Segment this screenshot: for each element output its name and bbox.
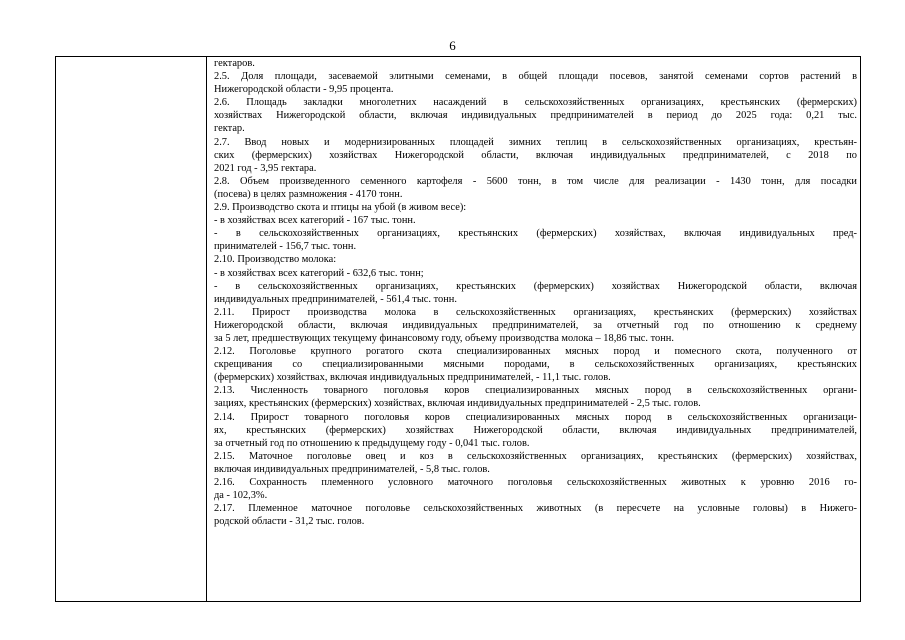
text-line: за отчетный год по отношению к предыдущему году - 0,041 тыс. голов. bbox=[214, 437, 530, 449]
text-line: 2.8. Объем произведенного семенного картофеля - 5600 тонн, в том числе для реализации - 1430 тонн, для посадки bbox=[214, 175, 857, 187]
text-line: 2.10. Производство молока: bbox=[214, 254, 337, 266]
text-line: индивидуальных предпринимателей, - 561,4 тыс. тонн. bbox=[214, 293, 457, 305]
text-line: 2.17. Племенное маточное поголовье сельскохозяйственных животных (в пересчете на условные головы) в Нижего- bbox=[214, 503, 857, 515]
text-line: зациях, крестьянских (фермерских) хозяйствах, включая индивидуальных предпринимателей - 2,5 тыс. голов. bbox=[214, 398, 701, 410]
text-line: ских (фермерских) хозяйствах Нижегородской области, включая индивидуальных предпринимателей, с 2018 по bbox=[214, 149, 857, 161]
text-line: хозяйствах Нижегородской области, включая индивидуальных предпринимателей в период до 2025 года: 0,21 тыс. bbox=[214, 110, 857, 122]
text-line: - в хозяйствах всех категорий - 167 тыс. тонн. bbox=[214, 215, 416, 227]
text-line: 2.11. Прирост производства молока в сельскохозяйственных организациях, крестьянских (фермерских) хозяйствах bbox=[214, 306, 857, 318]
text-line: - в сельскохозяйственных организациях, крестьянских (фермерских) хозяйствах Нижегородской области, включая bbox=[214, 280, 857, 292]
text-line: 2.15. Маточное поголовье овец и коз в сельскохозяйственных организациях, крестьянских (фермерских) хозяйствах, bbox=[214, 450, 857, 462]
text-line: 2.12. Поголовье крупного рогатого скота специализированных мясных пород и помесного скота, полученного от bbox=[214, 346, 857, 358]
text-line: 2.13. Численность товарного поголовья коров специализированных мясных пород в сельскохозяйственных органи- bbox=[214, 385, 857, 397]
page-number: 6 bbox=[449, 38, 456, 53]
text-line: - в сельскохозяйственных организациях, крестьянских (фермерских) хозяйствах, включая индивидуальных пред- bbox=[214, 228, 857, 240]
text-line: гектар. bbox=[214, 123, 245, 135]
text-line: - в хозяйствах всех категорий - 632,6 тыс. тонн; bbox=[214, 267, 424, 279]
content-table bbox=[55, 56, 861, 602]
text-line: 2.6. Площадь закладки многолетних насаждений в сельскохозяйственных организациях, крестьянских (фермерских) bbox=[214, 97, 857, 109]
text-line: 2.5. Доля площади, засеваемой элитными семенами, в общей площади посевов, занятой семенами сортов растений в bbox=[214, 71, 857, 83]
right-column-cell bbox=[214, 57, 857, 601]
text-line: родской области - 31,2 тыс. голов. bbox=[214, 516, 365, 528]
text-line: гектаров. bbox=[214, 58, 255, 69]
text-line: Нижегородской области - 9,95 процента. bbox=[214, 84, 394, 96]
text-line: 2021 год - 3,95 гектара. bbox=[214, 162, 317, 174]
text-line: (фермерских) хозяйствах, включая индивидуальных предпринимателей, - 11,1 тыс. голов. bbox=[214, 372, 611, 384]
text-line: (посева) в целях размножения - 4170 тонн. bbox=[214, 188, 403, 200]
text-line: 2.7. Ввод новых и модернизированных площадей зимних теплиц в сельскохозяйственных организациях, крестьян- bbox=[214, 136, 857, 148]
text-line: 2.14. Прирост товарного поголовья коров специализированных мясных пород в сельскохозяйственных организаци- bbox=[214, 411, 857, 423]
text-line: включая индивидуальных предпринимателей, - 5,8 тыс. голов. bbox=[214, 463, 490, 475]
text-line: ях, крестьянских (фермерских) хозяйствах Нижегородской области, включая индивидуальных предпринимателей, bbox=[214, 424, 857, 436]
text-line: за 5 лет, предшествующих текущему финансовому году, объему производства молока – 18,86 тыс. тонн. bbox=[214, 332, 674, 344]
left-column-cell bbox=[56, 57, 207, 601]
text-line: 2.9. Производство скота и птицы на убой (в живом весе): bbox=[214, 202, 467, 214]
text-line: принимателей - 156,7 тыс. тонн. bbox=[214, 241, 357, 253]
text-line: Нижегородской области, включая индивидуальных предпринимателей, за отчетный год по отношению к среднему bbox=[214, 319, 857, 331]
text-line: 2.16. Сохранность племенного условного маточного поголовья сельскохозяйственных животных к уровню 2016 го- bbox=[214, 477, 857, 488]
text-line: да - 102,3%. bbox=[214, 490, 268, 502]
text-line: скрещивания со специализированными мясными породами, в сельскохозяйственных организациях, крестьянских bbox=[214, 359, 857, 371]
